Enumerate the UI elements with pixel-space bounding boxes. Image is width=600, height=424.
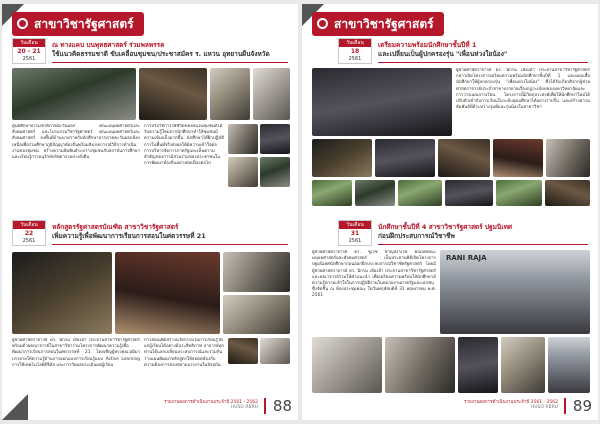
badge-year: 2561: [22, 238, 36, 244]
section-circle-icon: [17, 18, 28, 29]
activity-photo: [228, 338, 258, 364]
page-number-bar: [564, 398, 566, 414]
story-title-line1: ณ ทางแคบ บนพุทธศาสตร์ ร่วมพลพรรค: [52, 41, 165, 49]
activity-photo: [223, 295, 290, 334]
activity-photo: [548, 337, 590, 393]
badge-label: วันเดือน: [339, 221, 371, 229]
badge-date: 31: [350, 230, 360, 237]
story-title: [52, 223, 288, 240]
footer-title: รายงานผลการดำเนินงานประจำปี 2561 - 2562: [464, 400, 558, 405]
activity-photo: [375, 139, 435, 177]
group-photo: [115, 252, 220, 334]
story-body: ศูนย์ศึกษาธรรมชาติภาคตะวันออก คณะมนุษยศาสตร์และสังคมศาสตร์ และโปรแกรมวิชารัฐศาสตร์ คณะมนุษยศาสตร์และสังคมศาสตร์ ลงพื้นที่บ้านนาทรายกับนักศึกษาจากภาคตะวันออกฉียงเหนือเพื่อร่วมศึกษาภูมิปัญญาท้องถิ่นพร้อมสังเกตการณ์วิธีการดำเนินงานของชุมชน สร้างความสัมพันธ์ระหว่างชุมชนกับสถาบันการศึกษา และเรียนรู้การอนุรักษ์ทรัพยากรอย่างยั่งยืน: [12, 124, 140, 161]
story-title: [378, 41, 588, 58]
badge-label: วันเดือน: [339, 39, 371, 47]
left-page: [2, 4, 298, 420]
badge-year: 2561: [22, 56, 36, 62]
group-photo: [12, 68, 136, 120]
page-number: 89: [572, 397, 592, 415]
title-rule: [378, 62, 588, 63]
story-title-line2: ก่อนฝึกประสบการณ์วิชาชีพ: [378, 231, 455, 240]
activity-photo: [501, 337, 545, 393]
story-body: การปรับวิธีการใช้ชีวิตของคนในชุมชนที่ได้รับความรู้ใหม่จากนักศึกษาทำให้ชุมชนมีความเข้มแข็งมากขึ้น นักศึกษาได้ฝึกปฏิบัติการในพื้นที่จริงส่งผลให้มีความเข้าใจต่อการบริหารจัดการภาครัฐและเห็นความสำคัญของการมีส่วนร่วมของประชาชนในการพัฒนาท้องถิ่นอย่างต่อเนื่องต่อไป: [144, 124, 224, 167]
activity-photo: [496, 180, 542, 206]
section-header: [12, 12, 144, 36]
story-title-line2: เพิ่มความรู้เพื่อพัฒนาการเรียนการสอนในศตวรรษที่ 21: [52, 231, 206, 240]
story-title: [52, 41, 288, 58]
title-rule: [52, 62, 288, 63]
footer-title: รายงานผลการดำเนินงานประจำปี 2561 - 2562: [164, 400, 258, 405]
story-body: ผู้ช่วยศาสตราจารย์ ดร. นิกรม เลียงอ่ำ ประธานสาขาวิชารัฐศาสตร์ พร้อมด้วยคณาจารย์ในสาขาวิชาร่วมโครงการพัฒนาความรู้เพื่อพัฒนาการเรียนการสอนในศตวรรษที่ 21 โดยเชิญผู้ทรงคุณวุฒิมาบรรยายให้ความรู้ด้านการออกแบบการเรียนรู้แบบ Active Learning การใช้เทคโนโลยีดิจิทัล และการวัดผลประเมินผลผู้เรียน: [12, 338, 140, 368]
badge-label: วันเดือน: [13, 39, 45, 47]
page-number: 88: [272, 397, 292, 415]
classroom-photo: [385, 337, 455, 393]
activity-photo: [228, 124, 258, 154]
activity-photo: [458, 337, 498, 393]
section-title: สาขาวิชารัฐศาสตร์: [334, 17, 434, 31]
activity-photo: [546, 139, 590, 177]
story-title: [378, 223, 588, 240]
date-badge: [338, 220, 372, 246]
activity-photo: [210, 68, 250, 120]
banner-text: RANI RAJA: [446, 254, 487, 262]
seminar-hall-photo: [440, 250, 590, 334]
story-body: ผู้ช่วยศาสตราจารย์ ดร. นิกรม เลียงอ่ำ ประธานสาขาวิชารัฐศาสตร์ กล่าวเปิดโครงการเตรียมความพร้อมนักศึกษาชั้นปีที่ 1 และมอบเสื้อนักศึกษาให้ผู้ปกครองรุ่น "เพื่อนห่วงใยน้อง" ซึ่งได้รับเกียรติจากผู้ช่วยศาสตราจารย์ประจำสาขาบรรยายเรื่องกฎระเบียบของมหาวิทยาลัยและการวางแผนการเรียน โครงการนี้มีวัตถุประสงค์เพื่อให้นักศึกษาใหม่ได้ปรับตัวเข้ากับการเรียนในระดับอุดมศึกษาได้อย่างราบรื่น และสร้างความสัมพันธ์ที่ดีระหว่างรุ่นพี่และรุ่นน้องในสาขาวิชา: [456, 68, 590, 111]
story-title-line2: ใช้แนวคิดธรรมชาติ ขับเคลื่อนชุมชน/ประชาสมัคร ร. แหวน อุทยานผืนจังหวัด: [52, 49, 270, 58]
right-page: [302, 4, 598, 420]
activity-photo: [545, 180, 590, 206]
footer-sub: HUSO RBRU: [230, 405, 258, 410]
date-badge: [338, 38, 372, 64]
title-rule: [378, 244, 588, 245]
section-title: สาขาวิชารัฐศาสตร์: [34, 17, 134, 31]
story-title-line1: เตรียมความพร้อมนักศึกษาชั้นปีที่ 1: [378, 41, 477, 49]
activity-photo: [223, 252, 290, 292]
story-body: ผู้ช่วยศาสตราจารย์ ดร. ชูเวช ชาญสง่าเวช คณบดีคณะมนุษยศาสตร์และสังคมศาสตร์ เป็นประธานพิธีเปิดโครงการปฐมนิเทศนักศึกษาก่อนออกฝึกประสบการณ์วิชาชีพรัฐศาสตร์ โดยมีผู้ช่วยศาสตราจารย์ ดร. นิกรม เลียงอ่ำ ประธานสาขาวิชารัฐศาสตร์ และคณาจารย์ร่วมให้คำแนะนำ เพื่อเตรียมความพร้อมให้นักศึกษามีความรู้ความเข้าใจในการปฏิบัติงานในหน่วยงานภาครัฐและเอกชน ซึ่งจัดขึ้น ณ ห้องประชุมคณะ ในวันพฤหัสบดีที่ 31 พฤษภาคม พ.ศ. 2561: [312, 250, 436, 299]
activity-photo: [260, 338, 290, 364]
workshop-photo: [12, 252, 112, 334]
date-badge: [12, 38, 46, 64]
activity-photo: [260, 124, 290, 154]
story-title-line1: นักศึกษาชั้นปีที่ 4 สาขาวิชารัฐศาสตร์ ปฐมนิเทศ: [378, 223, 512, 231]
activity-photo: [312, 180, 352, 206]
activity-photo: [445, 180, 493, 206]
story-body: การสอนเพื่อสร้างนวัตกรรมในการเรียนรู้ให้แก่ผู้เรียนได้อย่างมีประสิทธิภาพ อาจารย์ทุกท่านได้แลกเปลี่ยนประสบการณ์และร่วมกันวางแผนพัฒนาหลักสูตรให้สอดคล้องกับความต้องการของตลาดแรงงานในปัจจุบัน: [144, 338, 224, 368]
activity-photo: [355, 180, 395, 206]
story-title-line2: และเปลี่ยนเป็นผู้ปกครองรุ่น "เพื่อนห่วงใยน้อง": [378, 49, 508, 58]
footer-sub: HUSO RBRU: [530, 405, 558, 410]
title-rule: [52, 244, 288, 245]
activity-photo: [253, 68, 290, 120]
classroom-photo: [312, 337, 382, 393]
badge-label: วันเดือน: [13, 221, 45, 229]
ceremony-photo: [312, 68, 452, 136]
activity-photo: [260, 157, 290, 187]
story-title-line1: หลักสูตรรัฐศาสตรบัณฑิต สาขาวิชารัฐศาสตร์: [52, 223, 179, 231]
badge-year: 2561: [348, 238, 362, 244]
activity-photo: [398, 180, 442, 206]
activity-photo: [312, 139, 372, 177]
activity-photo: [438, 139, 490, 177]
section-circle-icon: [317, 18, 328, 29]
badge-date: 20 - 21: [17, 48, 41, 55]
badge-date: 18: [350, 48, 360, 55]
badge-date: 22: [24, 230, 34, 237]
date-badge: [12, 220, 46, 246]
corner-triangle: [2, 394, 28, 420]
activity-photo: [139, 68, 207, 120]
activity-photo: [228, 157, 258, 187]
activity-photo: [493, 139, 543, 177]
badge-year: 2561: [348, 56, 362, 62]
section-header: [312, 12, 444, 36]
page-number-bar: [264, 398, 266, 414]
